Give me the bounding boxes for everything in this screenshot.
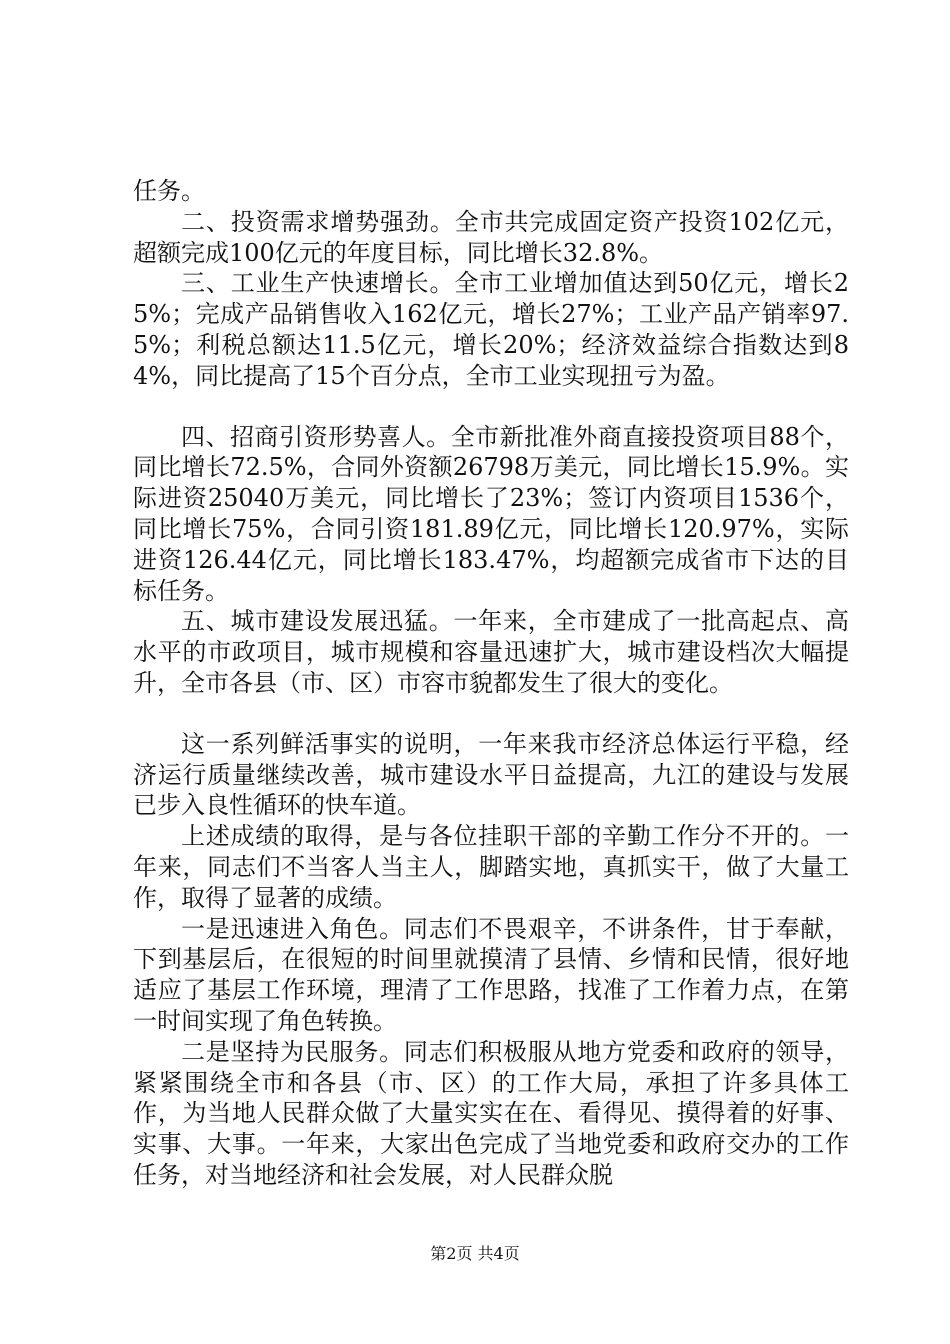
paragraph-serve-people: 二是坚持为民服务。同志们积极服从地方党委和政府的领导，紧紧围绕全市和各县（市、区）的工作大局，承担了许多具体工作，为当地人民群众做了大量实实在在、看得见、摸得着的好事、实事、大事。一年来，大家出色完成了当地党委和政府交办的工作任务，对当地经济和社会发展，对人民群众脱 [133,1037,849,1189]
page-footer: 第2页 共4页 [430,1244,520,1263]
paragraph-achievements: 上述成绩的取得，是与各位挂职干部的辛勤工作分不开的。一年来，同志们不当客人当主人，脚踏实地，真抓实干，做了大量工作，取得了显著的成绩。 [133,822,849,912]
paragraph-investment: 二、投资需求增势强劲。全市共完成固定资产投资102亿元，超额完成100亿元的年度目标，同比增长32.8%。 [133,207,849,267]
document-body [133,176,849,1191]
paragraph-attracting-investment: 四、招商引资形势喜人。全市新批准外商直接投资项目88个，同比增长72.5%，合同外资额26798万美元，同比增长15.9%。实际进资25040万美元，同比增长了23%；签订内资项目1536个，同比增长75%，合同引资181.89亿元，同比增长120.97%，实际进资126.44亿元，同比增长183.47%，均超额完成省市下达的目标任务。 [133,422,849,605]
paragraph-continuation: 任务。 [133,177,205,205]
paragraph-role-entry: 一是迅速进入角色。同志们不畏艰辛，不讲条件，甘于奉献，下到基层后，在很短的时间里就摸清了县情、乡情和民情，很好地适应了基层工作环境，理清了工作思路，找准了工作着力点，在第一时间实现了角色转换。 [133,914,849,1035]
paragraph-urban-construction: 五、城市建设发展迅猛。一年来，全市建成了一批高起点、高水平的市政项目，城市规模和容量迅速扩大，城市建设档次大幅提升，全市各县（市、区）市容市貌都发生了很大的变化。 [133,607,849,697]
paragraph-industry: 三、工业生产快速增长。全市工业增加值达到50亿元，增长25%；完成产品销售收入162亿元，增长27%；工业产品产销率97.5%；利税总额达11.5亿元，增长20%；经济效益综合指数达到84%，同比提高了15个百分点，全市工业实现扭亏为盈。 [133,269,849,390]
paragraph-summary: 这一系列鲜活事实的说明，一年来我市经济总体运行平稳，经济运行质量继续改善，城市建设水平日益提高，九江的建设与发展已步入良性循环的快车道。 [133,729,849,820]
